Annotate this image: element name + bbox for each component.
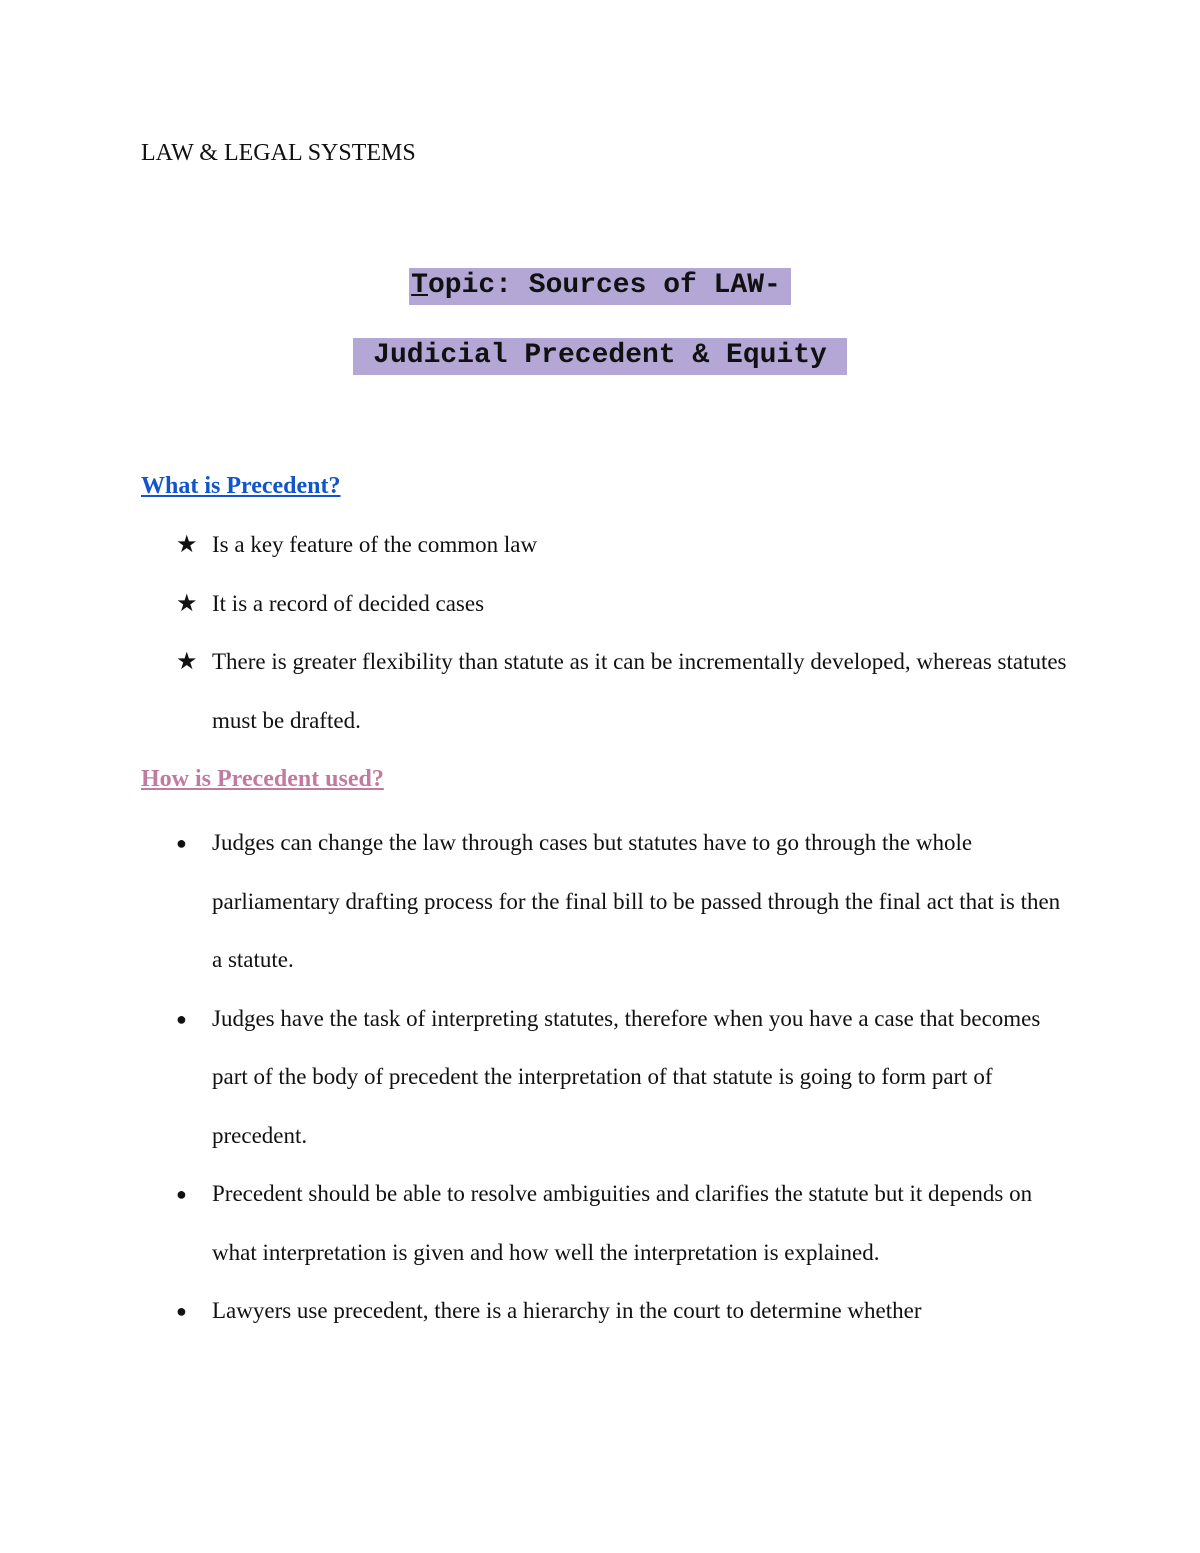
dot-icon: ● (176, 1184, 187, 1204)
topic-highlight-2: Judicial Precedent & Equity (353, 338, 847, 375)
topic-first-letter: T (411, 270, 428, 301)
topic-title-rest: opic: Sources of LAW- (427, 270, 781, 301)
topic-title-line-2 (0, 340, 1200, 371)
list-item (176, 633, 1076, 750)
dot-icon: ● (176, 1301, 187, 1321)
topic-highlight-1 (409, 268, 791, 305)
precedent-definition-list (176, 516, 1076, 750)
star-icon: ★ (176, 590, 198, 617)
dot-icon: ● (176, 1008, 187, 1029)
precedent-usage-list (176, 814, 1076, 1341)
list-item-text: Is a key feature of the common law (212, 532, 538, 557)
list-item (176, 1282, 1076, 1341)
list-item (176, 990, 1076, 1166)
list-item (176, 1165, 1076, 1282)
list-item-text: Precedent should be able to resolve ambiguities and clarifies the statute but it depends on what interpretation is given and how well the interpretation is explained. (212, 1181, 1033, 1265)
list-item-text: It is a record of decided cases (212, 590, 485, 616)
list-item-text: Judges can change the law through cases but statutes have to go through the whole parliamentary drafting process for the final bill to be passed through the final act that is then a statute. (212, 830, 1061, 972)
list-item (176, 575, 1076, 634)
star-icon: ★ (176, 649, 198, 675)
list-item-text: Judges have the task of interpreting statutes, therefore when you have a case that becomes part of the body of precedent the interpretation of that statute is going to form part of precedent. (212, 1005, 1041, 1148)
section-heading-what-is-precedent: What is Precedent? (141, 473, 341, 499)
list-item (176, 516, 1076, 575)
star-icon: ★ (176, 532, 198, 558)
topic-title-line-1 (0, 270, 1200, 301)
section-heading-how-is-precedent-used: How is Precedent used? (141, 766, 384, 792)
course-title: LAW & LEGAL SYSTEMS (141, 140, 416, 166)
list-item-text: There is greater flexibility than statute as it can be incrementally developed, whereas statutes must be drafted. (212, 649, 1067, 733)
dot-icon: ● (176, 833, 187, 853)
list-item-text: Lawyers use precedent, there is a hierarchy in the court to determine whether (212, 1298, 922, 1323)
list-item (176, 814, 1076, 990)
